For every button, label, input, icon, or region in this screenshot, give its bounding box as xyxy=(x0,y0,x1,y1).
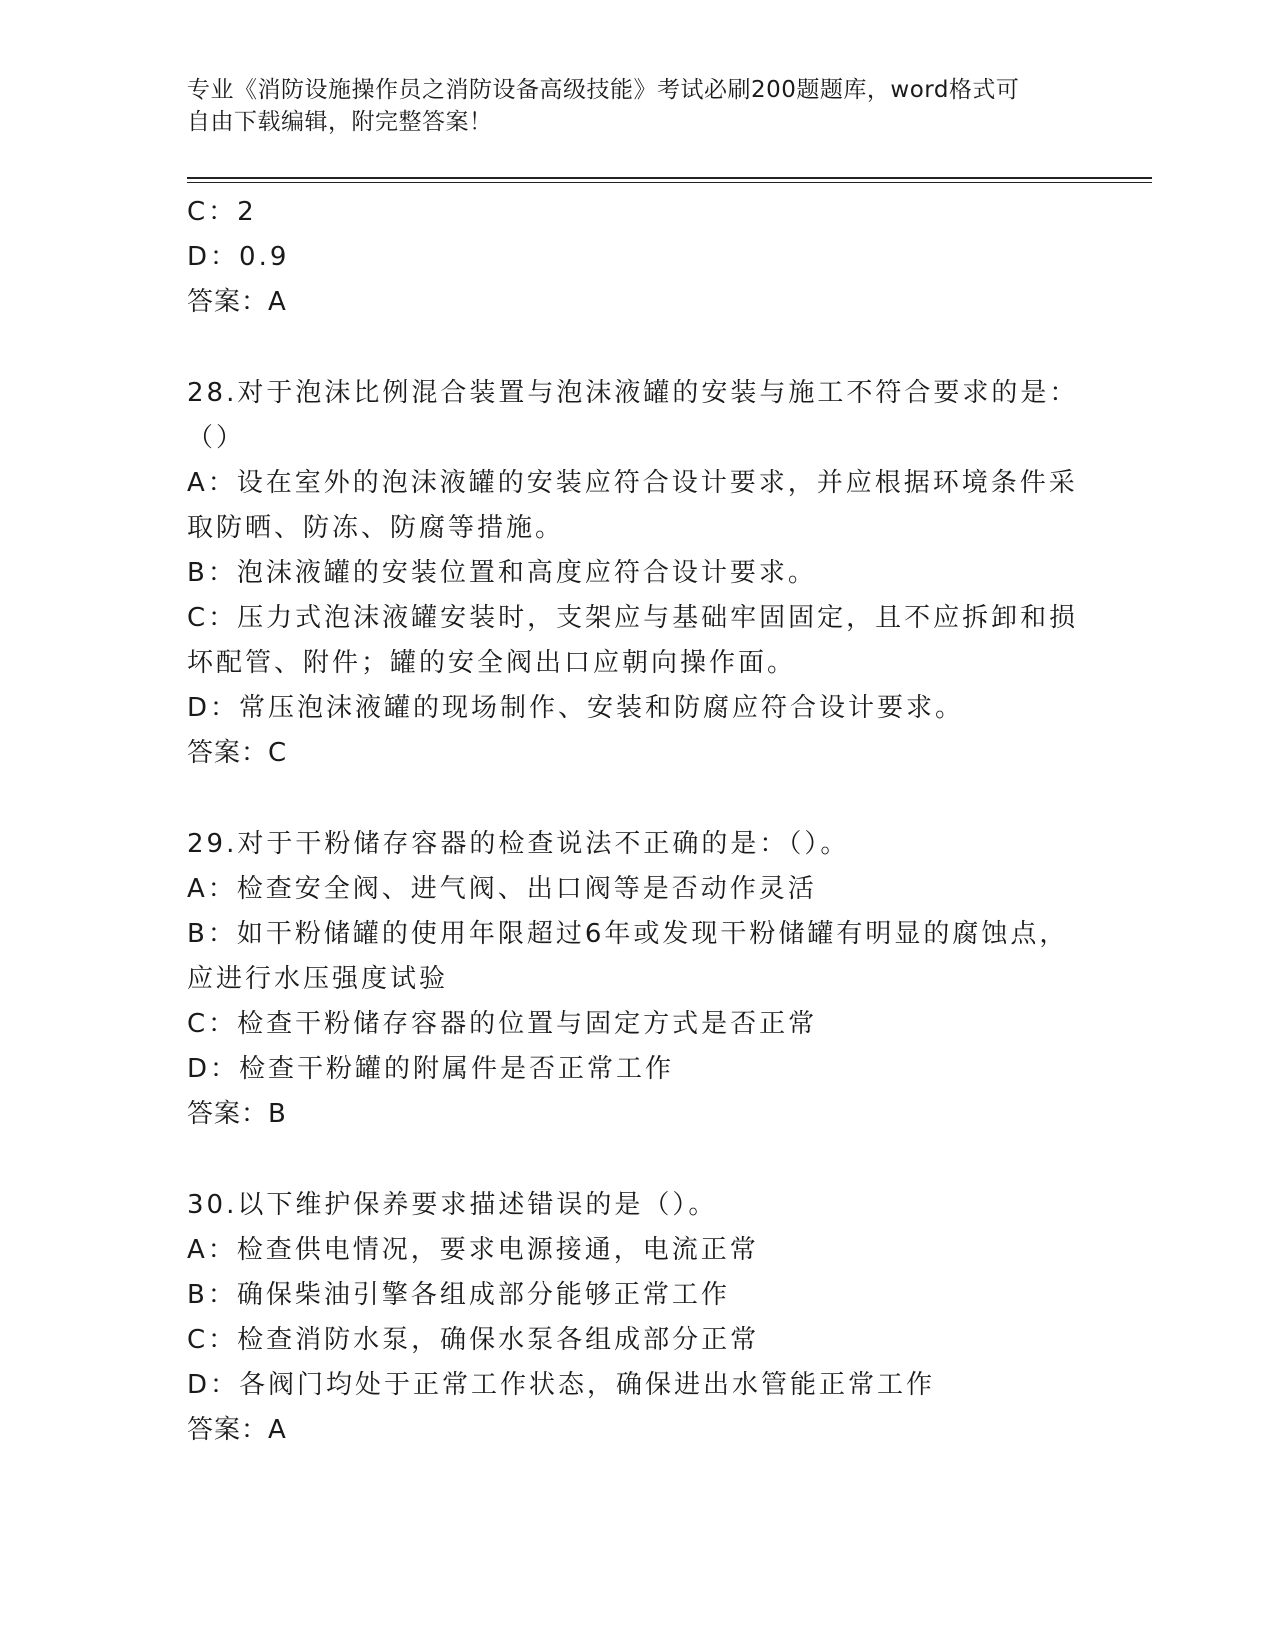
page-header xyxy=(187,74,1067,138)
answer-line: 答案：C xyxy=(187,738,288,768)
spacer xyxy=(187,325,1087,371)
option-c-cont: 坏配管、附件；罐的安全阀出口应朝向操作面。 xyxy=(187,648,797,678)
question-30 xyxy=(187,1183,1087,1453)
option-b: B：泡沫液罐的安装位置和高度应符合设计要求。 xyxy=(187,558,817,588)
header-rule-thick xyxy=(187,177,1152,179)
question-stem: 28.对于泡沫比例混合装置与泡沫液罐的安装与施工不符合要求的是： xyxy=(187,378,1079,408)
question-stem-cont: （） xyxy=(187,423,246,453)
option-b: B：确保柴油引擎各组成部分能够正常工作 xyxy=(187,1280,730,1310)
option-c: C：检查干粉储存容器的位置与固定方式是否正常 xyxy=(187,1009,818,1039)
option-d: D：常压泡沫液罐的现场制作、安装和防腐应符合设计要求。 xyxy=(187,693,965,723)
header-rule-thin xyxy=(187,182,1152,183)
answer-line: 答案：A xyxy=(187,287,287,317)
option-d: D：检查干粉罐的附属件是否正常工作 xyxy=(187,1054,675,1084)
question-29 xyxy=(187,822,1087,1137)
answer-line: 答案：B xyxy=(187,1099,287,1129)
spacer xyxy=(187,1137,1087,1183)
option-d: D：各阀门均处于正常工作状态，确保进出水管能正常工作 xyxy=(187,1370,936,1400)
option-c: C：检查消防水泵，确保水泵各组成部分正常 xyxy=(187,1325,760,1355)
option-a-cont: 取防晒、防冻、防腐等措施。 xyxy=(187,513,565,543)
question-28 xyxy=(187,371,1087,776)
option-a: A：检查安全阀、进气阀、出口阀等是否动作灵活 xyxy=(187,874,817,904)
option-a: A：检查供电情况，要求电源接通，电流正常 xyxy=(187,1235,759,1265)
question-stem: 29.对于干粉储存容器的检查说法不正确的是：（）。 xyxy=(187,829,850,859)
option-d: D：0.9 xyxy=(187,242,290,272)
question-content xyxy=(187,190,1087,1453)
option-b-cont: 应进行水压强度试验 xyxy=(187,964,449,994)
question-27-tail xyxy=(187,190,1087,325)
spacer xyxy=(187,776,1087,822)
option-c: C：压力式泡沫液罐安装时，支架应与基础牢固固定，且不应拆卸和损 xyxy=(187,603,1079,633)
header-line-1: 专业《消防设施操作员之消防设备高级技能》考试必刷200题题库，word格式可 xyxy=(187,77,1020,103)
answer-line: 答案：A xyxy=(187,1415,287,1445)
option-b: B：如干粉储罐的使用年限超过6年或发现干粉储罐有明显的腐蚀点， xyxy=(187,919,1069,949)
question-stem: 30.以下维护保养要求描述错误的是（）。 xyxy=(187,1190,718,1220)
option-c: C：2 xyxy=(187,197,257,227)
header-line-2: 自由下载编辑，附完整答案！ xyxy=(187,109,493,135)
option-a: A：设在室外的泡沫液罐的安装应符合设计要求，并应根据环境条件采 xyxy=(187,468,1078,498)
